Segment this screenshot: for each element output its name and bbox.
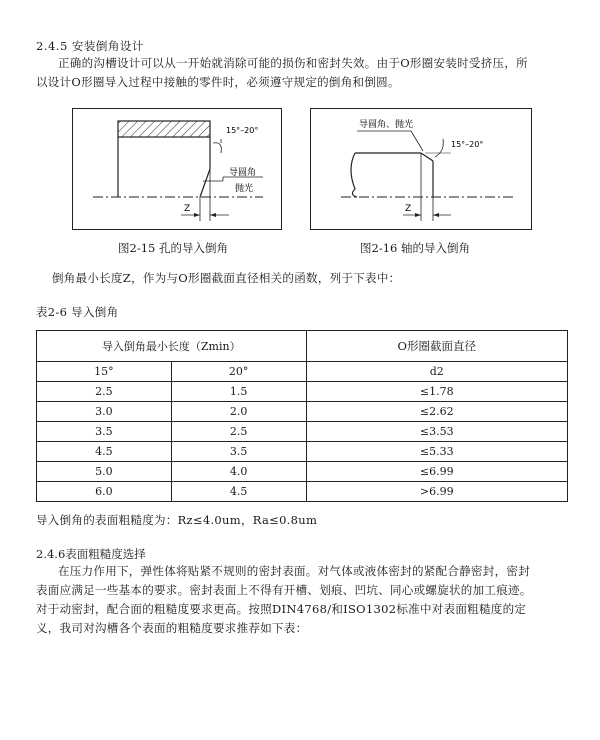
figure-bore-chamfer [72, 108, 282, 230]
lead-text: 倒角最小长度Z，作为与O形圈截面直径相关的函数，列于下表中： [52, 271, 401, 285]
z-label: Z [184, 204, 191, 214]
table-row [37, 482, 568, 502]
table-cell: 3.5 [37, 422, 172, 442]
figure-caption-shaft: 图2-16 轴的导入倒角 [360, 241, 470, 255]
intro-line-1: 正确的沟槽设计可以从一开始就消除可能的损伤和密封失效。由于O形圈安装时受挤压，所 [58, 56, 528, 70]
round-polish-label: 导圆角、抛光 [359, 120, 414, 130]
round-label: 导圆角 [229, 168, 257, 178]
table-cell: 4.5 [171, 482, 306, 502]
table-cell: ≤1.78 [306, 382, 568, 402]
intro-line-2: 以设计O形圈导入过程中接触的零件时，必须遵守规定的倒角和倒圆。 [36, 75, 400, 89]
table-cell: 5.0 [37, 462, 172, 482]
section-title-chamfer: 2.4.5 安装倒角设计 [36, 39, 144, 53]
table-row [37, 402, 568, 422]
table-row [37, 462, 568, 482]
note-leader-2 [411, 131, 423, 151]
polish-label: 抛光 [235, 184, 254, 194]
shaft-break-line [351, 153, 357, 197]
table-cell: 6.0 [37, 482, 172, 502]
table-cell: 1.5 [171, 382, 306, 402]
hatched-housing [118, 121, 210, 137]
roughness-line-2: 表面应满足一些基本的要求。密封表面上不得有开槽、划痕、凹坑、同心或螺旋状的加工痕迹。 [36, 583, 532, 597]
bore-chamfer-drawing [73, 109, 281, 229]
table-cell: >6.99 [306, 482, 568, 502]
section-title-roughness: 2.4.6表面粗糙度选择 [36, 547, 146, 561]
angle-label: 15°–20° [451, 140, 484, 149]
figure-shaft-chamfer [310, 108, 532, 230]
table-row [37, 422, 568, 442]
shaft-chamfer-line [421, 153, 433, 161]
angle-arc [213, 143, 221, 153]
table-cell: 2.5 [171, 422, 306, 442]
table-row [37, 382, 568, 402]
table-cell: 2.0 [171, 402, 306, 422]
z-label: Z [405, 204, 412, 214]
table-cell: 4.0 [171, 462, 306, 482]
intro-paragraph [36, 54, 576, 92]
figure-caption-bore: 图2-15 孔的导入倒角 [118, 241, 228, 255]
arrowhead [433, 213, 439, 217]
subheader-15: 15° [37, 362, 172, 382]
arrowhead [210, 213, 216, 217]
roughness-line-1: 在压力作用下，弹性体将贴紧不规则的密封表面。对气体或液体密封的紧配合静密封，密封 [58, 564, 530, 578]
roughness-line-4: 义，我司对沟槽各个表面的粗糙度要求推荐如下表： [36, 621, 308, 635]
table-row [37, 442, 568, 462]
angle-label: 15°–20° [226, 126, 259, 135]
table-cell: ≤2.62 [306, 402, 568, 422]
table-header-row [37, 331, 568, 362]
roughness-paragraph [36, 562, 581, 638]
subheader-d2: d2 [306, 362, 568, 382]
table-subheader-row [37, 362, 568, 382]
table-cell: 2.5 [37, 382, 172, 402]
arrowhead [415, 213, 421, 217]
roughness-note: 导入倒角的表面粗糙度为：Rz≤4.0um，Ra≤0.8um [36, 513, 318, 527]
header-min-length: 导入倒角最小长度（Zmin） [37, 331, 307, 362]
table-cell: 3.5 [171, 442, 306, 462]
roughness-line-3: 对于动密封，配合面的粗糙度要求更高。按照DIN4768/和ISO1302标准中对表面粗糙度的定 [36, 602, 527, 616]
table-title: 表2-6 导入倒角 [36, 305, 119, 319]
header-cross-section: O形圈截面直径 [306, 331, 568, 362]
shaft-chamfer-drawing [311, 109, 531, 229]
table-cell: ≤6.99 [306, 462, 568, 482]
arrowhead [194, 213, 200, 217]
chamfer-line [200, 169, 210, 197]
angle-arc [435, 139, 443, 157]
chamfer-table [36, 330, 568, 502]
table-cell: 4.5 [37, 442, 172, 462]
table-cell: 3.0 [37, 402, 172, 422]
table-cell: ≤3.53 [306, 422, 568, 442]
table-cell: ≤5.33 [306, 442, 568, 462]
subheader-20: 20° [171, 362, 306, 382]
